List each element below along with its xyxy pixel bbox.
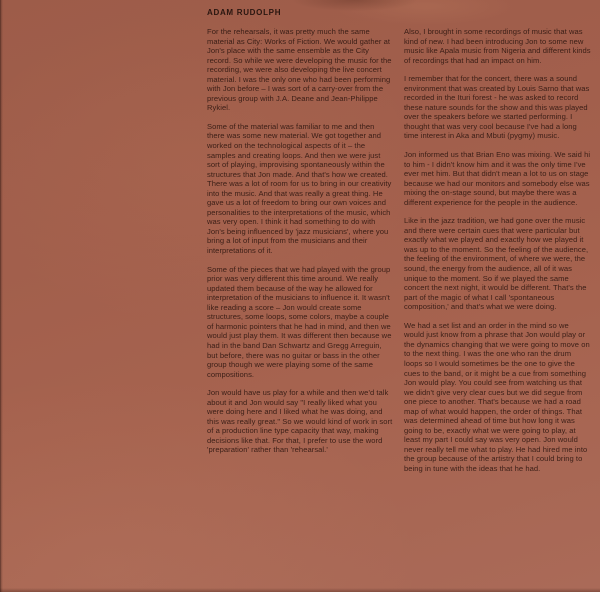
right-text-column <box>404 27 591 483</box>
paragraph-left-3: Some of the pieces that we had played with the group prior was very different this time around. We really updated them because of the way he allowed for interpretation of the musicians to influence it. It wasn't like reading a score – Jon would create some structures, some loops, some colors, maybe a couple of harmonic pointers that he had in mind, and then we would just play them. It was different then because we had in the band Dan Schwartz and Gregg Arreguin, but before, there was no guitar or bass in the other group though we were playing some of the same compositions. <box>207 264 392 379</box>
paragraph-left-2: Some of the material was familiar to me and then there was some new material. We got together and worked on the technological aspects of it – the samples and creating loops. And then we were just sort of playing, improvising spontaneously within the structures that Jon made. And that's how we created. There was a lot of room for us to bring in our creativity into the music. And that was really a great thing. He gave us a lot of freedom to bring our own voices and personalities to the interpretations of the music, which was very open. I think it had something to do with Jon's being influenced by 'jazz musicians', where you bring a lot of input from the musicians and their interpretations of it. <box>207 121 392 256</box>
paragraph-right-3: Jon informed us that Brian Eno was mixing. We said hi to him - I didn't know him and it was the only time I've ever met him. But that didn't mean a lot to us on stage because we had our monitors and somebody else was mixing the on-stage sound, but maybe there was a different experience for the people in the audience. <box>404 150 591 207</box>
paragraph-right-5: We had a set list and an order in the mind so we would just know from a phrase that Jon would play or the dynamics changing that we were going to move on to the next thing. I was the one who ran the drum loops so I would sometimes be the one to give the cues to the band, or it might be a cue from something Jon would play. You could see from watching us that we didn't give very clear cues but we did segue from one piece to another. That's because we had a road map of what would happen, the order of things. That was determined ahead of time but how long it was going to be, exactly what we were going to play, at least my part I could say was very open. Jon would never really tell me what to play. He had hired me into the group because of the artistry that I could bring to being in tune with the ideas that he had. <box>404 320 590 473</box>
paragraph-right-4: Like in the jazz tradition, we had gone over the music and there were certain cues that were particular but exactly what we played and exactly how we played it was up to the moment. So the feeling of the audience, the feeling of the environment, of where we were, the sound, the energy from the audience, all of it was unique to the moment. So if we played the same concert the next night, it would be different. That's the part of the magic of what I call 'spontaneous composition,' and that's what we were doing. <box>404 216 589 312</box>
paragraph-right-1: Also, I brought in some recordings of music that was kind of new. I had been introducing Jon to some new music like Apala music from Nigeria and different kinds of recordings that had an impact on him. <box>404 27 591 65</box>
page-bottom-edge-shadow <box>0 588 600 592</box>
paragraph-left-4: Jon would have us play for a while and then we'd talk about it and Jon would say "I really liked what you were doing here and I liked what he was doing, and this was really great." So we would kind of work in sort of a production line type capacity that way, making decisions like that. For that, I prefer to use the word 'preparation' rather than 'rehearsal.' <box>207 388 393 455</box>
paragraph-right-2: I remember that for the concert, there was a sound environment that was created by Louis Sarno that was recorded in the Ituri forest - he was asked to record these nature sounds for the show and this was played over the speakers before we started performing. I thought that was very cool because I've had a long time interest in Aka and Mbuti (pygmy) music. <box>404 74 590 141</box>
paragraph-left-1: For the rehearsals, it was pretty much the same material as City: Works of Fiction. We would gather at Jon's place with the same ensemble as the City record. So while we were developing the music for the recording, we were also developing the live concert material. I was the only one who had been performing with Jon before – I was sort of a carry-over from the previous group with J.A. Deane and Jean-Philippe Rykiel. <box>207 27 392 113</box>
artist-name-heading: ADAM RUDOLPH <box>207 8 282 17</box>
page-left-edge-shadow <box>0 0 3 592</box>
left-text-column <box>207 27 394 464</box>
